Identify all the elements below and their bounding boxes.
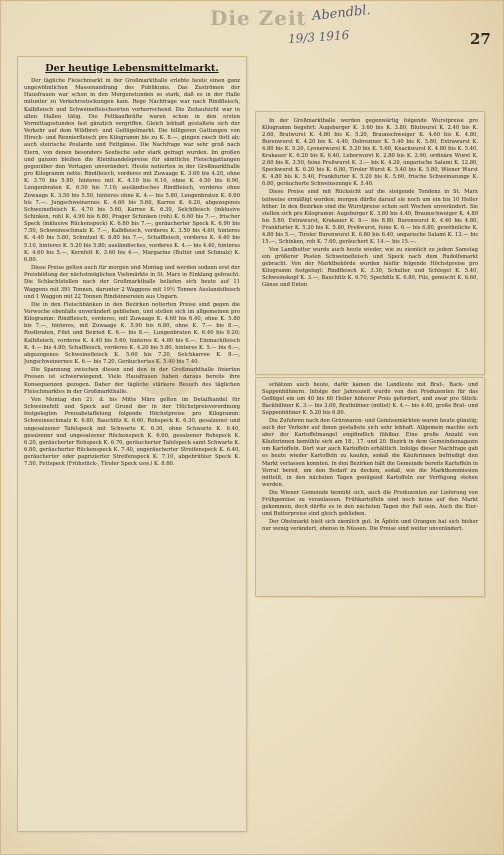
- paragraph: Der Obstmarkt hielt sich ziemlich gut. In Äpfeln und Orangen hat sich bisher nur wenig verändert, ebenso in Nüssen. Die Preise sind weiter unverändert.: [262, 518, 478, 532]
- article-body-right-top: [262, 118, 478, 289]
- paragraph: schätzen auch heute, dafür kamen die Landleute mit Brat-, Back- und Suppenhühnern. Infolge der Jahreszeit wurde von den Produzenten für das Geflügel ein um 40 bis 60 Heller höherer Preis gefordert, und zwar pro Stück: Backhühner K. 3.— bis 3.60, Brathühner (mittel) K. 4.— bis 4.40, große Brat- und Suppenhühner K. 5.20 bis 6.80.: [262, 382, 478, 417]
- article-body-right-bottom: [262, 382, 478, 533]
- paragraph: Diese Preise gelten auch für morgen und Montag und werden sodann erst der Preisbildung der nächstmöglichen Viehmärkte in St. Marx in Einklang gebracht. Die Schlachtstellen nach der Großmarkthalle beliefen sich heute auf 11 Waggons mit 391 Tonnen, darunter 2 Waggons mit 19½ Tonnen Auslandsfleisch und 1 Waggon mit 22 Tonnen Rindsinnereien aus Ungarn.: [24, 265, 240, 300]
- paragraph: Die Spannung zwischen diesen und den in der Großmarkthalle fixierten Preisen ist schwerwiegend. Viele Hausfrauen haben daraus bereits ihre Konsequenzen gezogen. Daher der tägliche stärkere Besuch des täglichen Fleischmarktes in der Großmarkthalle.: [24, 367, 240, 395]
- article-body-left: [24, 78, 240, 468]
- handwritten-annotation: Abendbl.: [311, 2, 372, 25]
- paragraph: Von Montag den 21. d. bis Mitte März gelten im Detailhandel für Schweinefett und Speck auf Grund der in der Höchstpreisverordnung festgelegten Preisabstaffelung folgende Höchstpreise pro Kilogramm: Schweineschmalz K. 6.80, Bauchfilz K. 6.60, Rohspeck K. 6.30, gesalzener und ungesalzener Tafelspeck mit Schwarte K. 6.30, ohne Schwarte K. 6.40, gesalzener und ungesalzener Rückenspeck K. 6.60, gesalzener Rohspeck K. 6.20, geräucherter Rohspeck K. 6.70, geräucherter Tafelspeck samt Schwarte K. 6.80, geräucherter Rückenspeck K. 7.40, ungeräucherter Streifenspeck K. 6.40, geräucherter oder paprizierter Streifenspeck K. 7.10, abgebrühter Speck K. 7.50, Fettspeck (Frühstück-, Tiroler Speck usw.) K. 8.60.: [24, 396, 240, 468]
- paragraph: Der tägliche Fleischmarkt in der Großmarkthalle erlebte heute einen ganz ungewöhnlichen Massenandrang des Publikums. Das Zuströmen der Hausfrauen war schon in den Morgenstunden so stark, daß es in der Halle mitunter zu Verkehrsstockungen kam. Rege Nachfrage war nach Rindfleisch, Kalbfleisch und Schweinefleischsorten vorherrschend. Die Zeitaufsicht war in allen Hallen tätig. Die Fettkaufkräfte waren schon in den ersten Vormittagsstunden fast gänzlich vergriffen. Gleich lebhaft gestaltete sich der Verkehr auf dem Wildbret- und Geflügelmarkt. Die billigeren Gattungen von Hirsch- und Rennierfleisch pro Kilogramm bis zu K. 8.—, gingen rasch flott ab; auch steirische Poularde und Fettgänse. Die Nachfrage war sehr groß nach Eiern, von denen besonders Seefische sehr stark gefragt wurden. Im großen und ganzen bleiben die Kleinhandelspreise für sämtliche Fleischgattungen gegenüber den Vortagen unverändert. Heute notierten in der Großmarkthalle pro Kilogramm netto: Rindfleisch, vorderes mit Zuwaage K. 3.60 bis 4.20, ohne K. 3.70 bis 5.80, hinteres mit K. 4.10 bis 6.10, ohne K. 4.50 bis 6.90, Lungenbraten K. 6.50 bis 7.10; ausländisches Rindfleisch, vorderes ohne Zuwaage K. 3.50 bis 5.50, hinteres ohne K. 4.— bis 5.80, Lungenbraten K. 6.60 bis 7.—. Jungschweinernes K. 4.60 bis 5.60, Karree K. 6.20, abgezogenes Schweinefleisch K. 4.70 bis 5.60, Karree K. 6.30, Selchfleisch (inklusive Schinken, roh) K. 4.90 bis 6.80, Prager Schinken (roh) K. 6.60 bis 7.—, frischer Speck (inklusive Rückenspeck) K. 6.80 bis 7.—, geräucherter Speck K. 6.90 bis 7.50, Schweineschmalz K. 7.—, Kalbfleisch, vorderes K. 3.50 bis 4.60, hinteres K. 4.40 bis 5.80, Schnitzel K. 6.80 bis 7.—, Schaffleisch, vorderes K. 4.40 bis 5.10, hinteres K. 5.20 bis 5.80; ausländisches, vorderes K. 4.— bis 4.40, hinteres K. 4.60 bis 5.—, Kernfett K. 3.60 bis 4.—, Margarine (Butter und Schmalz) K. 6.80.: [24, 78, 240, 263]
- paragraph: Die Zufuhren nach den Grünwaren- und Gemüsemärkten waren heute günstig; auch der Verkehr auf ihnen gestaltete sich sehr lebhaft. Allgemein machte sich aber der Kartoffelmangel empfindlich fühlbar. Eine große Anzahl von Käuferinnen bemühte sich am 18., 17. und 20. Bezirk in dem Gemeindemagazin um Kartoffeln. Dort war auch Kartoffeln erhältlich. Infolge dieser Nachfrage gab es heute wieder Kartoffeln zu kaufen, sodaß die Käuferinnen befriedigt den Markt verlassen konnten. In den Bezirken hält die Gemeinde bereits Kartoffeln in Vorrat bereit, um den Bedarf zu decken, sodaß, wie die Marktkommission mitteilt, in den nächsten Tagen genügend Kartoffeln zur Verfügung stehen werden.: [262, 418, 478, 488]
- paragraph: Von Landbutter wurde auch heute wieder, wie zu ziemlich zu jedem Samstag ein größerer Posten Schweinefleisch und Speck nach dem Rudolfsmarkt gebracht. Von der Marktbehörde wurden hiefür folgende Höchstpreise pro Kilogramm festgelegt: Rindfleisch K. 3.30, Schulter und Schlegel K. 5.40, Schweinskopf K. 3.—, Bauchfilz K. 6.70, Speckfilz K. 6.80, Filz, gemischt K. 6.60, Gänse und Enten: [262, 246, 478, 289]
- clipping-left-column: [18, 57, 246, 831]
- handwritten-date: 19/3 1916: [287, 27, 350, 47]
- paragraph: Die Wiener Gemeinde bemüht sich, auch die Produzenten zur Lieferung von Frühgemüse zu veranlassen. Frühkartoffeln sind noch keine auf den Markt gekommen, doch dürfte es in den nächsten Tagen der Fall sein. Auch die Eier- und Butterpreise sind gleich geblieben.: [262, 489, 478, 517]
- paragraph: In der Großmarkthalle werden gegenwärtig folgende Wurstpreise pro Kilogramm begehrt: Augsburger K. 3.60 bis K. 3.80, Blutwurst K. 2.40 bis K. 2.60, Bratwurst K. 4.80 bis K. 5.20, Braunschweiger K. 4.60 bis K. 4.80, Burenwurst K. 4.20 bis K. 4.40, Debreziner K. 5.40 bis K. 5.80, Extrawurst K. 4.80 bis K. 5.20, Lyonerwurst K. 5.20 bis K. 5.60, Knackwurst K. 4.80 bis K. 5.40, Krakauer K. 6.20 bis K. 6.40, Leberwurst K. 2.80 bis K. 2.90, ordinäre Wurst K. 2.60 bis K. 3.50, feine Preßwurst K. 3.— bis K. 4.20, ungarische Salami K. 12.80, Speckwurst K. 6.20 bis K. 6.80, Tiroler Wurst K. 5.40 bis K. 5.80, Wiener Wurst K. 4.80 bis K. 5.40, Frankfurter K. 5.20 bis K. 5.60, frische Schweinszunge K. 6.80, geräucherte Schweinszunge K. 5.40.: [262, 118, 478, 188]
- article-headline: Der heutige Lebensmittelmarkt.: [45, 63, 219, 74]
- masthead-title: Die Zeit: [210, 6, 307, 30]
- paragraph: Diese Preise sind mit Rücksicht auf die steigende Tendenz in St. Marx teilweise ermäßigt worden; morgen dürfte darauf sie noch um ein bis 10 Heller höher. In den Bezirken sind die Wurstpreise schon seit Wochen unverändert. Sie stellen sich pro Kilogramm: Augsburger K. 3.80 bis 4.40, Braunschweiger K. 4.80 bis 5.80, Extrawurst, Krakauer K. 8.— bis 8.80, Burenwurst K. 4.40 bis 4.80, Frankfurter K. 5.20 bis K. 5.80, Preßwurst, feine K. 6.— bis 6.80, gewöhnliche K. 4.80 bis 5.—, Tiroler Burenwurst K. 6.80 bis 6.40, ungarische Salami K. 12.— bis 15.—, Schinken, roh K. 7.60, geräuchert K. 14.— bis 15.—.: [262, 189, 478, 245]
- paragraph: Die in den Fleischbänken in den Bezirken notierten Preise sind gegen die Vorwoche ebenfalls unverändert geblieben, und stellen sich im allgemeinen pro Kilogramm: Rindfleisch, vorderes, mit Zuwaage K. 4.60 bis 6.40, ohne K. 5.80 bis 7.—, hinteres, mit Zuwaage K. 5.90 bis 6.80, ohne K. 7.— bis 8.—, Rostbraten, Filet und Beiried K. 6.— bis 8.—, Lungenbraten K. 6.40 bis 9.20; Kalbfleisch, vorderes K. 4.40 bis 5.60, hinteres K. 4.80 bis 6.—, Einmachfleisch K. 4.— bis 4.80; Schaffleisch, vorderes K. 4.20 bis 5.80, hinteres K. 5.— bis 6.—, abgezogenes Schweinefleisch K. 5.60 bis 7.20, Selchkarree K. 8.—, Jungschweinernes K. 6.— bis 7.20, Geräuchertes K. 5.40 bis 7.40.: [24, 301, 240, 366]
- page-number: 27: [470, 30, 491, 48]
- clipping-right-top: [256, 112, 484, 374]
- clipping-right-bottom: [256, 378, 484, 596]
